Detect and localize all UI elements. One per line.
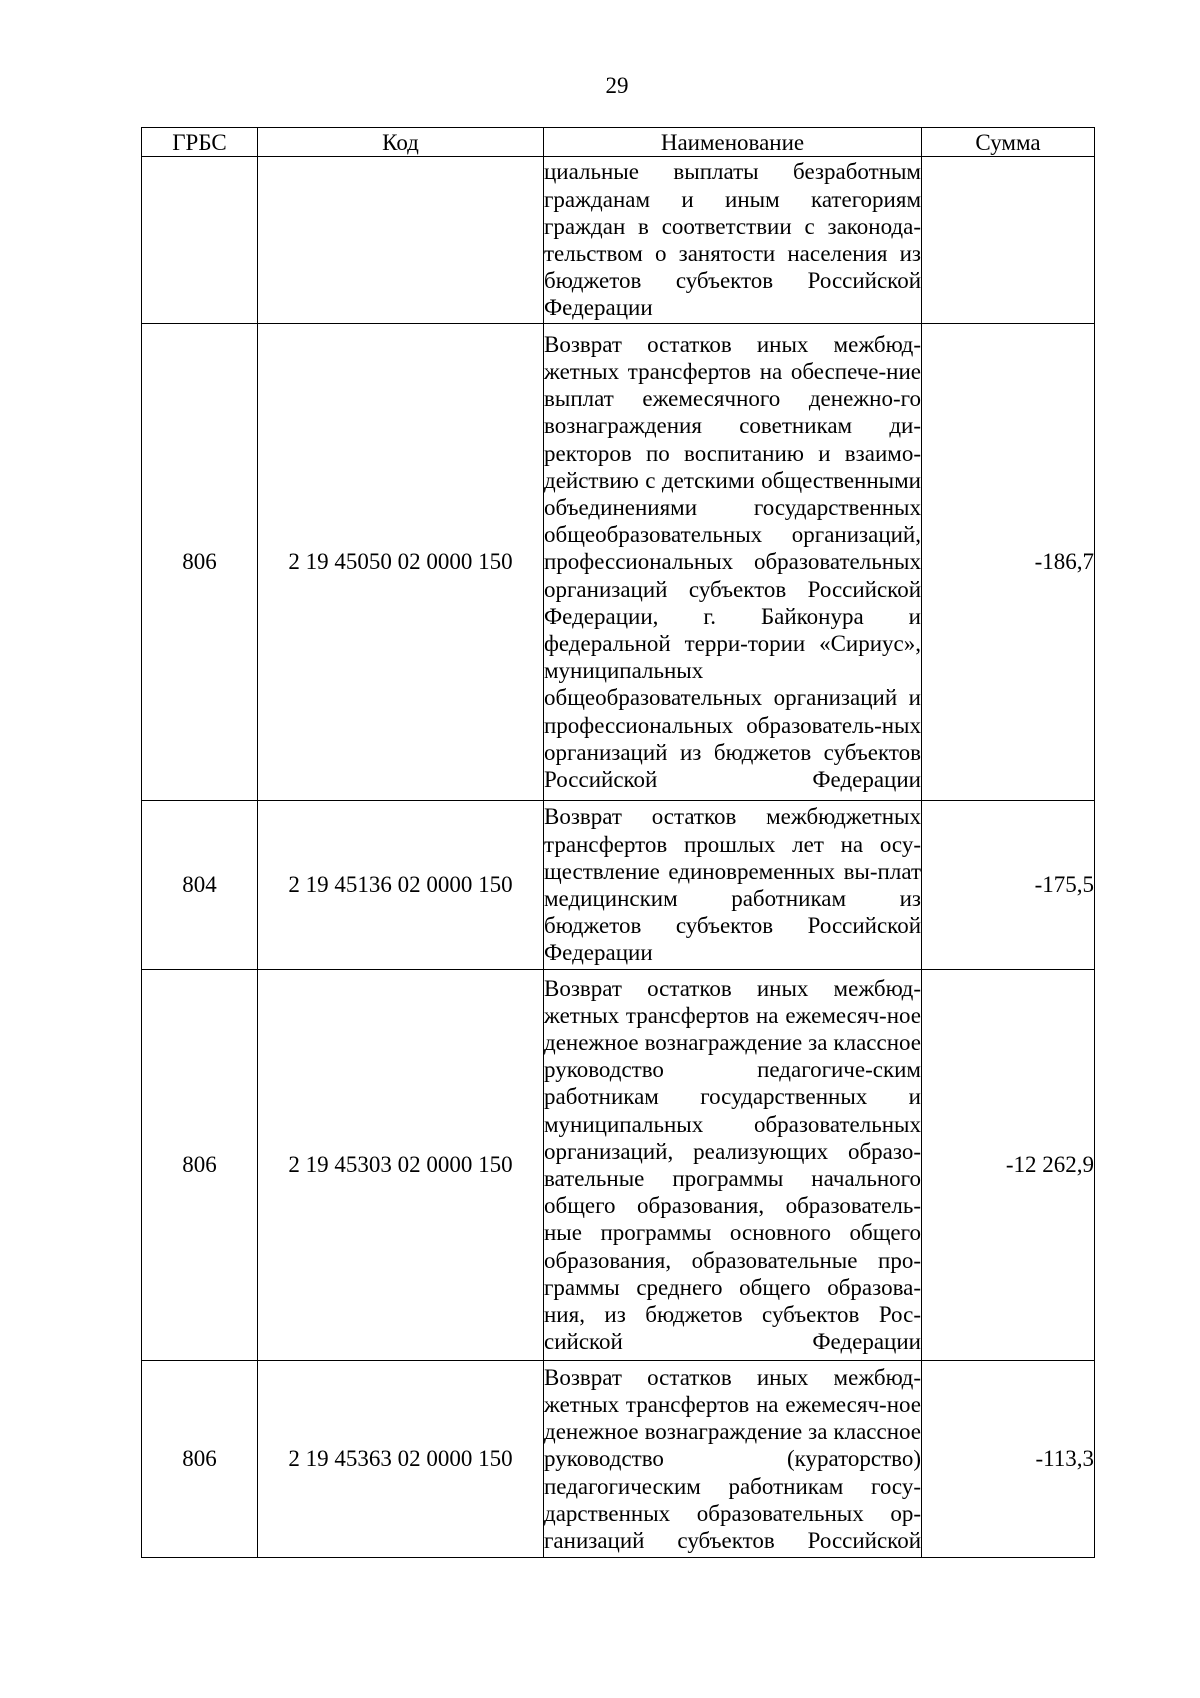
cell-name-text: Возврат остатков иных межбюд-жетных трансфертов на ежемесяч-ное денежное вознаграждение за классное руководство педагогиче-ским работникам государственных и муниципальных образовательных организаций, реализующих образо-вательные программы начального общего образования, образователь-ные программы основного общего образования, образовательные про-граммы среднего общего образова-ния, из бюджетов субъектов Рос-сийской Федерации <box>544 975 921 1355</box>
cell-grbs: 806 <box>142 1361 258 1558</box>
cell-grbs: 806 <box>142 324 258 801</box>
cell-grbs: 806 <box>142 970 258 1361</box>
cell-name-text: циальные выплаты безработным гражданам и иным категориям граждан в соответствии с законода-тельством о занятости населения из бюджетов субъектов Российской Федерации <box>544 159 921 321</box>
cell-name-text: Возврат остатков иных межбюд-жетных трансфертов на ежемесяч-ное денежное вознаграждение за классное руководство (кураторство) педагогическим работникам госу-дарственных образовательных ор-ганизаций субъектов Российской <box>544 1364 921 1553</box>
cell-name <box>544 1361 922 1558</box>
cell-sum: -12 262,9 <box>922 970 1095 1361</box>
cell-code: 2 19 45303 02 0000 150 <box>258 970 544 1361</box>
table-row <box>142 1361 1095 1558</box>
cell-name <box>544 157 922 324</box>
table-row <box>142 801 1095 970</box>
cell-sum: -186,7 <box>922 324 1095 801</box>
cell-code: 2 19 45363 02 0000 150 <box>258 1361 544 1558</box>
header-code: Код <box>258 128 544 157</box>
cell-name-text: Возврат остатков иных межбюд-жетных трансфертов на обеспече-ние выплат ежемесячного денежно-го вознаграждения советникам ди-ректоров по воспитанию и взаимо-действию с детскими общественными объединениями государственных общеобразовательных организаций, профессиональных образовательных организаций субъектов Российской Федерации, г. Байконура и федеральной терри-тории «Сириус», муниципальных общеобразовательных организаций и профессиональных образователь-ных организаций из бюджетов субъектов Российской Федерации <box>544 331 921 793</box>
cell-sum: -175,5 <box>922 801 1095 970</box>
table-header-row <box>142 128 1095 157</box>
cell-sum: -113,3 <box>922 1361 1095 1558</box>
header-name: Наименование <box>544 128 922 157</box>
cell-name <box>544 801 922 970</box>
budget-table <box>141 127 1095 1558</box>
cell-code: 2 19 45050 02 0000 150 <box>258 324 544 801</box>
header-grbs: ГРБС <box>142 128 258 157</box>
header-sum: Сумма <box>922 128 1095 157</box>
table-row <box>142 970 1095 1361</box>
cell-code: 2 19 45136 02 0000 150 <box>258 801 544 970</box>
cell-name <box>544 324 922 801</box>
cell-name-text: Возврат остатков межбюджетных трансфертов прошлых лет на осу-ществление единовременных вы-плат медицинским работникам из бюджетов субъектов Российской Федерации <box>544 804 921 966</box>
cell-grbs <box>142 157 258 324</box>
cell-code <box>258 157 544 324</box>
cell-sum <box>922 157 1095 324</box>
cell-grbs: 804 <box>142 801 258 970</box>
table-row <box>142 324 1095 801</box>
page-number: 29 <box>605 73 629 98</box>
cell-name <box>544 970 922 1361</box>
table-row <box>142 157 1095 324</box>
